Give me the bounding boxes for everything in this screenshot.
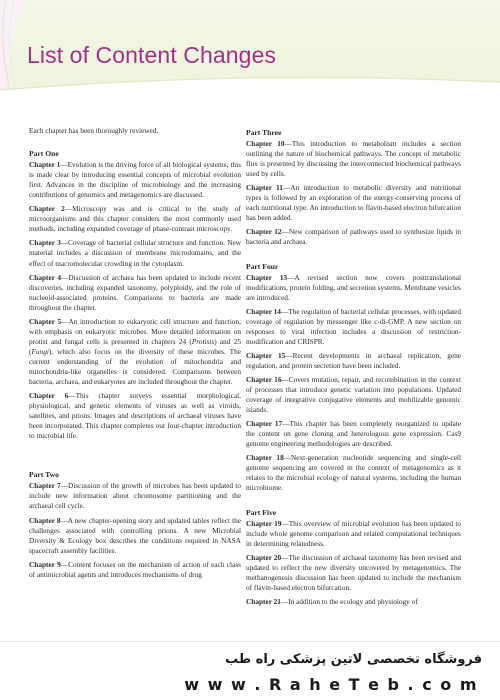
chapter-entry [246,351,461,371]
chapter-label: Chapter 7 [29,481,61,491]
chapter-label: Chapter 5 [29,316,62,326]
part-title: Part Four [246,261,279,271]
chapter-description: —The discussion of archaeal taxonomy has been revised and updated to reflect the new diversity uncovered by metagenomics. The methanogenesis discussion has been updated to include the mechanism of flavin-based electron bifurcation. [246,552,462,592]
chapter-entry [246,419,461,449]
chapter-entry [29,560,241,580]
chapter-description: —Evolution is the driving force of all biological systems; this is made clear by introducing essential concepts of microbial evolution first. Advances in the discipline of microbiology and the increasing contributions of genomics and metagenomics are discussed. [29,160,241,200]
chapter-entry [246,273,461,303]
footer-banner [0,641,500,700]
chapter-entry [29,273,241,313]
chapter-entry [29,317,241,387]
chapter-entry [29,238,241,268]
chapter-description: —This introduction to metabolism includes a section outlining the nature of biochemical pathways. The concept of metabolic flux is presented by discussing the interconnected biochemical pathways used by cells. [246,139,461,179]
footer-url: w w w . R a h e T e b . c o m [184,675,478,694]
part-title: Part Five [246,507,277,517]
part-spacer [29,445,241,470]
chapter-label: Chapter 18 [246,453,284,463]
chapter-entry [246,227,461,247]
part-spacer [246,252,461,262]
right-parts [246,128,461,607]
chapter-description: —This overview of microbial evolution has been updated to include whole genome comparison and related computational techniques in determining relatedness. [246,518,461,548]
chapter-entry [29,481,241,511]
chapter-entry [29,391,241,441]
footer-persian-text: فروشگاه تخصصی لاتین پزشکی راه طب [225,652,482,667]
chapter-entry [29,204,241,234]
chapter-description: —Microscopy was and is critical to the study of microorganisms and this chapter considers the most commonly used methods, including expanded coverage of phase-contrast microscopy. [29,204,241,234]
chapter-description: —In addition to the ecology and physiology of [280,596,418,606]
chapter-label: Chapter 2 [29,204,65,214]
chapter-description: —A new chapter-opening story and updated tables reflect the challenges associated with controlling prions. A new Microbial Diversity & Ecology box describes the conditions required in NASA spacecraft assembly facilities. [29,515,241,555]
right-column [246,128,461,611]
chapter-label: Chapter 4 [29,272,62,282]
chapter-label: Chapter 8 [29,515,61,525]
intro-text: Each chapter has been thoroughly reviewed. [29,126,159,135]
chapter-entry [246,553,461,593]
chapter-entry [246,307,461,347]
left-column [29,126,241,584]
chapter-label: Chapter 17 [246,419,283,429]
left-parts [29,149,241,580]
chapter-description: —A revised section now covers posttranslational modifications, protein folding, and secretion systems. Membrane vesicles are introduced. [246,272,461,302]
chapter-description: —Covers mutation, repair, and recombination in the context of processes that introduce genetic variation into populations. Updated coverage of integrative conjugative elements and mobilizable genomic islands. [246,374,461,415]
chapter-label: Chapter 16 [246,374,282,384]
chapter-entry [246,597,461,607]
chapter-label: Chapter 1 [29,160,61,170]
chapter-description: —Next-generation nucleotide sequencing and single-cell genome sequencing are covered in the context of metagenomics as it relates to the microbial ecology of natural systems, including the human microbiome. [246,453,461,493]
part-title: Part Two [29,470,59,480]
chapter-description: —The regulation of bacterial cellular processes, with updated coverage of regulation by messenger like c-di-GMP. A new section on responses to viral infection includes a discussion of restriction-modification and CRISPR. [246,306,461,346]
chapter-entry [246,139,461,179]
chapter-description: —Discussion of the growth of microbes has been updated to include new information about chromosome partitioning and the archaeal cell cycle. [29,481,241,511]
chapter-description: —Recent developments in archaeal replication, gene regulation, and protein secretion have been included. [246,350,461,370]
header-curve [0,70,500,100]
chapter-description: —Discussion of archaea has been updated to include recent discoveries, including expanded taxonomy, polyploidy, and the role of nucleoid-associated proteins. Comparisons to bacteria are made throughout the chapter. [29,272,241,312]
chapter-label: Chapter 13 [246,272,288,282]
chapter-label: Chapter 20 [246,552,282,562]
chapter-label: Chapter 3 [29,238,61,248]
chapter-entry [246,375,461,415]
chapter-entry [246,453,461,493]
chapter-description: —An introduction to eukaryotic cell structure and function, with emphasis on eukaryotic microbes. More detailed information on protist and fungal cells is presented in chapters 24 (Protists) and 25 (Fungi), which also focus on the diversity of these microbes. The current understanding of the evolution of mitochondria and mitochondria-like organelles is considered. Comparisons between bacteria, archaea, and eukaryotes are included throughout the chapter. [29,316,241,387]
part-title: Part Three [246,128,282,137]
chapter-label: Chapter 12 [246,227,282,237]
chapter-label: Chapter 11 [246,183,283,193]
chapter-description: —This chapter surveys essential morphological, physiological, and genetic elements of viruses as well as viroids, satellites, and prions. Images and descriptions of archaeal viruses have been incorporated. This chapter completes our four-chapter introduction to microbial life. [29,391,241,441]
chapter-entry [29,516,241,556]
chapter-description: —Coverage of bacterial cellular structure and function. New material includes a discussion of membrane microdomains, and the effect of macromolecular crowding in the cytoplasm. [29,238,241,268]
chapter-label: Chapter 6 [29,391,69,401]
part-title: Part One [29,149,59,159]
page-title: List of Content Changes [27,42,277,68]
chapter-label: Chapter 9 [29,559,61,569]
chapter-label: Chapter 19 [246,518,282,528]
chapter-description: —This chapter has been completely reorganized to update the content on gene cloning and heterologous gene expression. Cas9 genome engineering methodologies are described. [246,419,462,449]
chapter-label: Chapter 21 [246,596,281,606]
chapter-description: —New comparison of pathways used to synthesize lipids in bacteria and archaea. [246,227,461,247]
chapter-entry [246,183,461,223]
chapter-label: Chapter 15 [246,350,286,360]
chapter-description: —An introduction to metabolic diversity and nutritional types is followed by an exploration of the energy-conserving process of each nutritional type. An introduction to flavin-based electron bifurcation has been added. [246,183,461,223]
chapter-entry [29,160,241,200]
chapter-label: Chapter 10 [246,139,285,149]
chapter-label: Chapter 14 [246,306,281,316]
chapter-description: —Content focuses on the mechanism of action of each class of antimicrobial agents and introduces mechanisms of drug [29,559,241,579]
chapter-entry [246,519,461,549]
part-spacer [246,498,461,508]
